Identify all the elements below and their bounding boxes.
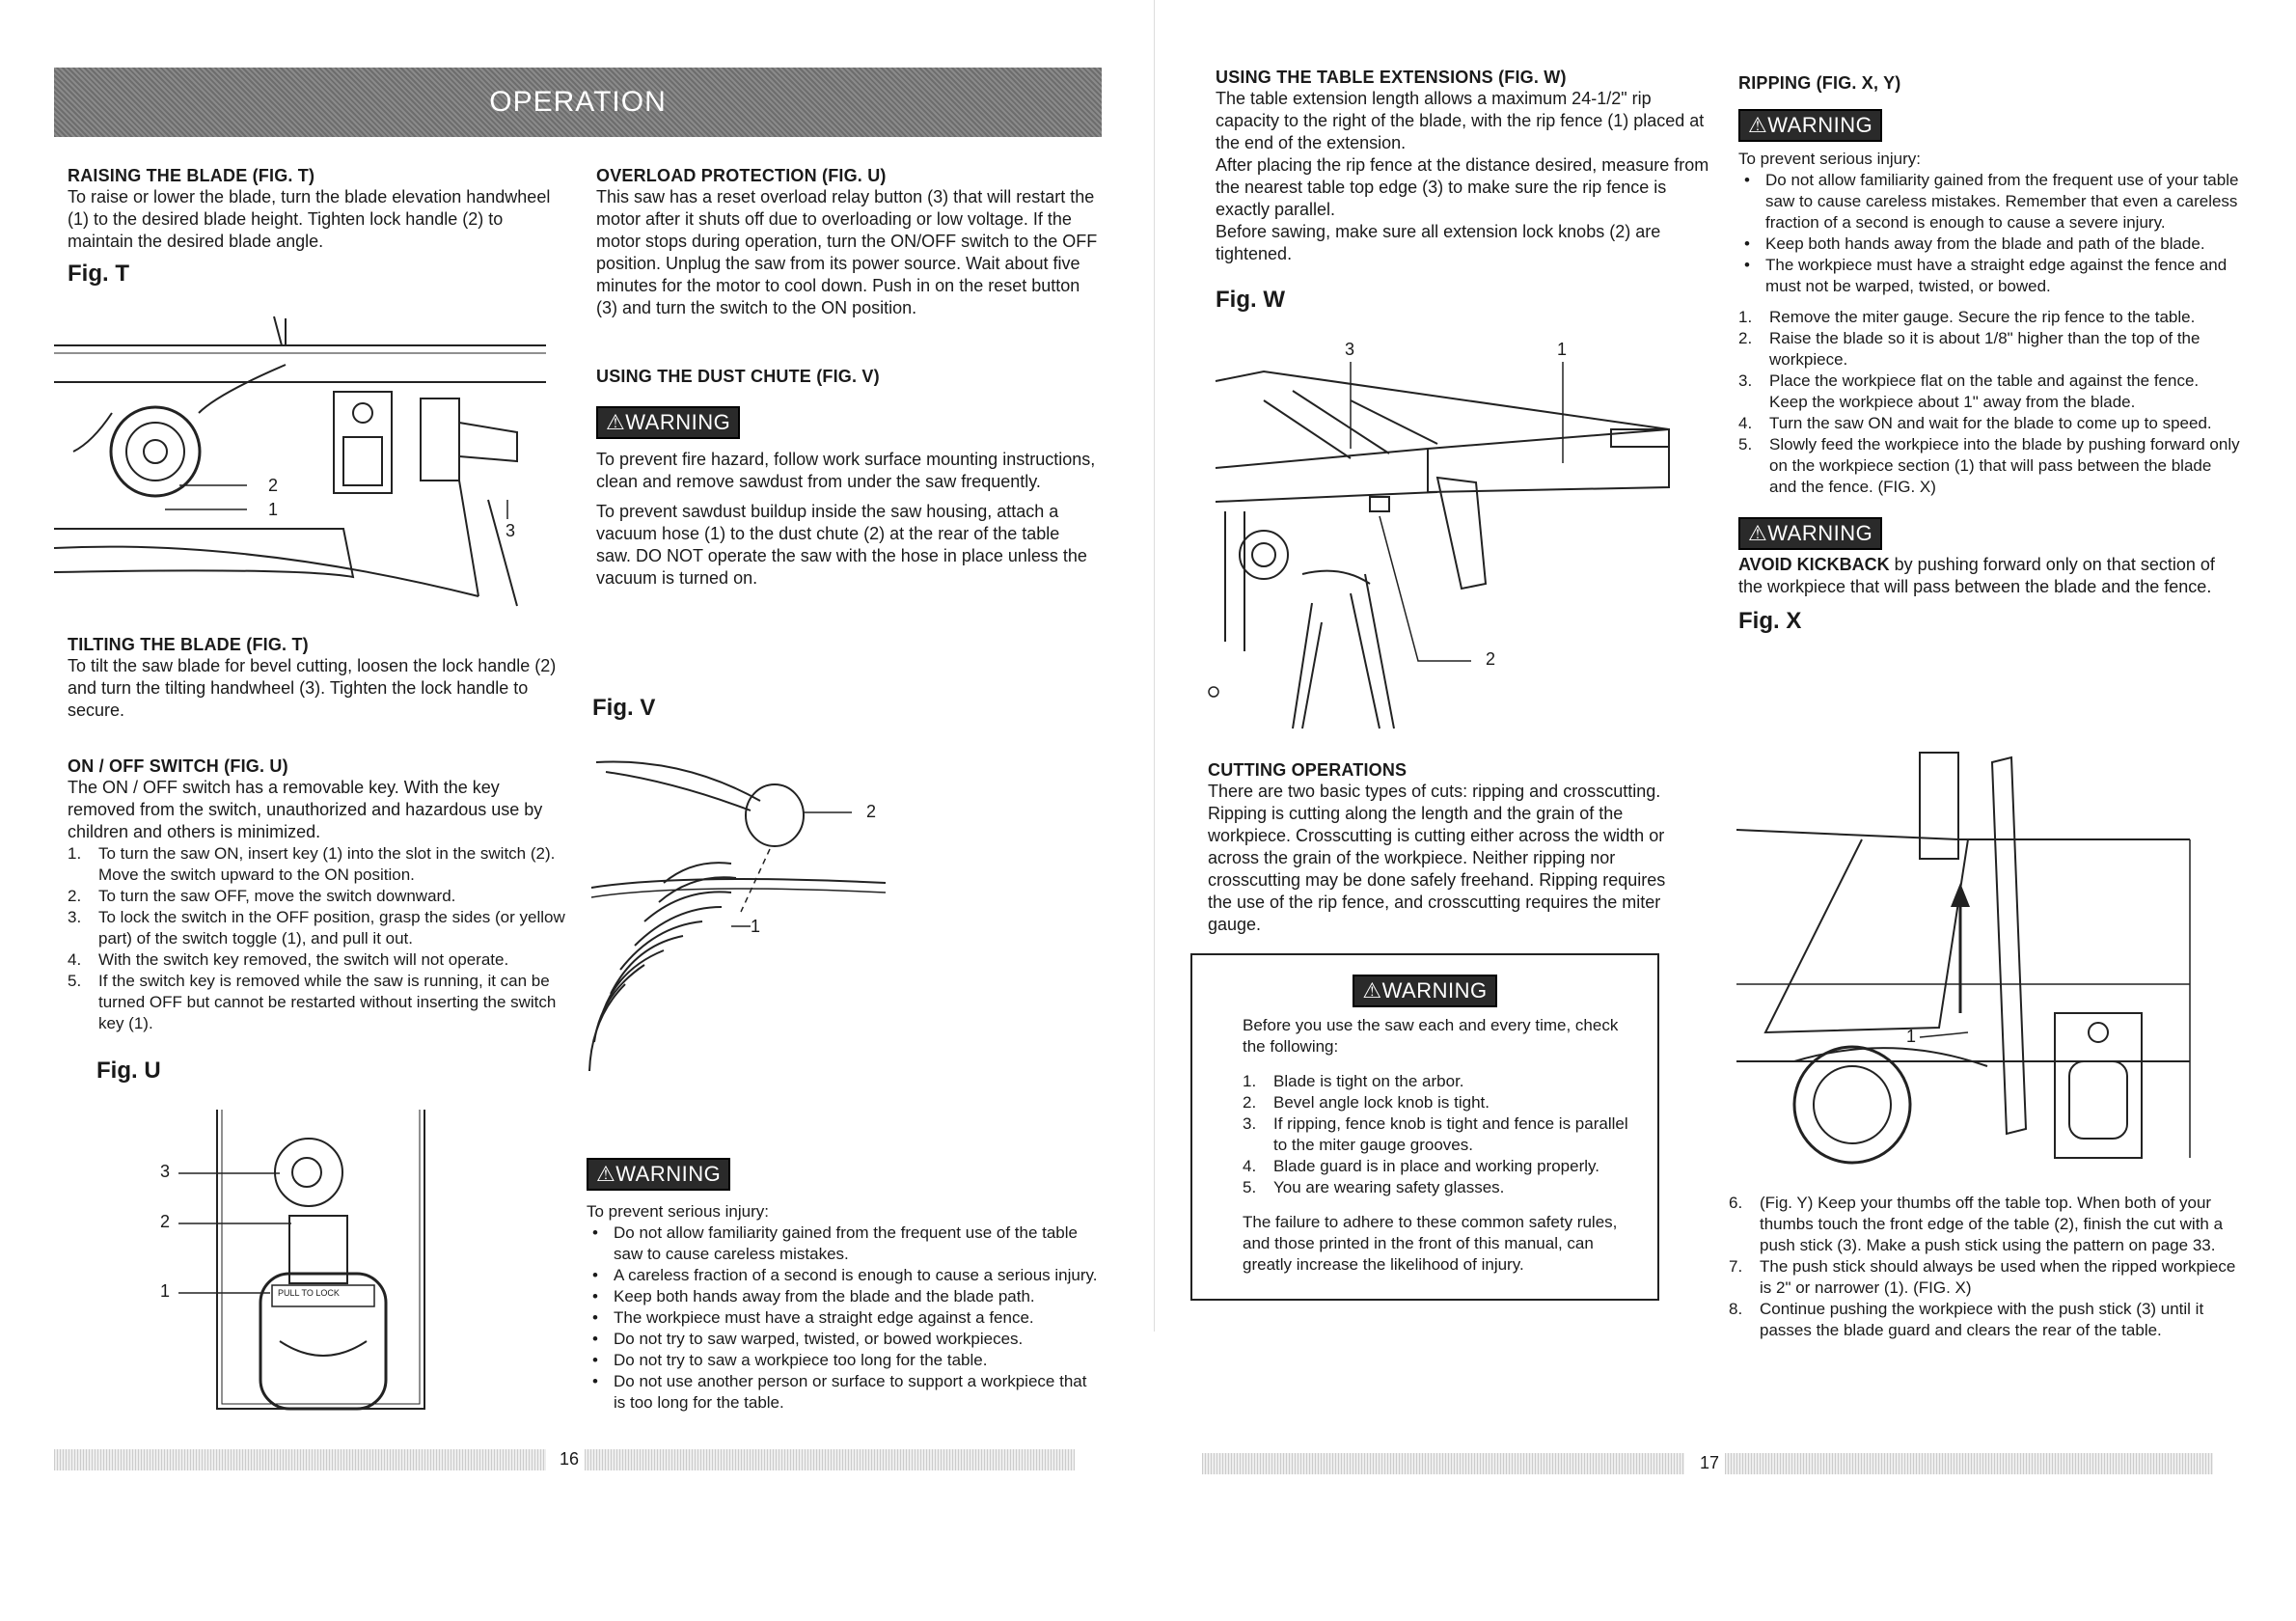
safety-check-box bbox=[1190, 953, 1659, 1301]
dust-heading: USING THE DUST CHUTE (FIG. V) bbox=[596, 367, 880, 386]
tilting-heading: TILTING THE BLADE (FIG. T) bbox=[68, 635, 309, 654]
check-warning-label: ⚠WARNING bbox=[1353, 975, 1496, 1007]
fig-u-label: Fig. U bbox=[96, 1058, 161, 1084]
ripping-bullet: • Do not allow familiarity gained from the frequent use of your table saw to cause careless mistakes. Remember that even a careless fraction of a second is enough to cause a severe injury. bbox=[1738, 170, 2240, 234]
fig-u-callout-2: 2 bbox=[160, 1212, 171, 1231]
ripping-step: 6. (Fig. Y) Keep your thumbs off the table top. When both of your thumbs touch the front edge of the table (2), finish the cut with a push stick (3). Make a push stick using the pattern on page 33. bbox=[1729, 1194, 2224, 1254]
onoff-section bbox=[68, 756, 569, 1034]
extensions-section bbox=[1216, 68, 1717, 314]
ripping-step: 5. Slowly feed the workpiece into the blade by pushing forward only on the workpiece section (1) that will pass between the blade and the fence. (FIG. X) bbox=[1738, 435, 2240, 496]
fig-w-callout-2: 2 bbox=[1486, 649, 1496, 669]
ripping-bullet: • The workpiece must have a straight edge against the fence and must not be warped, twisted, or bowed. bbox=[1738, 255, 2240, 297]
onoff-step: 5. If the switch key is removed while the saw is running, it can be turned OFF but cannot be restarted without inserting the switch key (1). bbox=[68, 972, 557, 1032]
warning-bullets bbox=[587, 1223, 1098, 1414]
dust-warning-label: ⚠WARNING bbox=[596, 406, 740, 439]
warning-bullet: • Do not try to saw warped, twisted, or bowed workpieces. bbox=[587, 1329, 1098, 1350]
onoff-step: 2. To turn the saw OFF, move the switch downward. bbox=[68, 887, 456, 905]
onoff-step: 3. To lock the switch in the OFF position, grasp the sides (or yellow part) of the switch toggle (1), and pull it out. bbox=[68, 908, 565, 948]
footer-bar-left bbox=[54, 1449, 546, 1470]
fig-v-callout-1: 1 bbox=[751, 917, 761, 936]
warning-bullet: • Do not use another person or surface to support a workpiece that is too long for the table. bbox=[587, 1371, 1098, 1414]
cutting-heading: CUTTING OPERATIONS bbox=[1208, 760, 1408, 780]
check-intro: Before you use the saw each and every time, check the following: bbox=[1243, 1016, 1619, 1056]
check-item: 5. You are wearing safety glasses. bbox=[1243, 1178, 1505, 1196]
fig-u-callout-3: 3 bbox=[160, 1162, 171, 1181]
section-banner bbox=[54, 68, 1102, 137]
banner-title: OPERATION bbox=[489, 86, 667, 118]
ripping-heading: RIPPING (FIG. X, Y) bbox=[1738, 73, 1901, 93]
ripping-steps bbox=[1738, 307, 2240, 498]
extensions-body-2: After placing the rip fence at the distance desired, measure from the nearest table top edge (3) to make sure the rip fence is exactly parallel. bbox=[1216, 155, 1709, 219]
check-item: 1. Blade is tight on the arbor. bbox=[1243, 1072, 1464, 1090]
extensions-heading: USING THE TABLE EXTENSIONS (FIG. W) bbox=[1216, 68, 1567, 87]
fig-u-callout-1: 1 bbox=[160, 1281, 171, 1301]
overload-body: This saw has a reset overload relay button (3) that will restart the motor after it shuts off due to overloading or low voltage. If the motor stops during operation, turn the ON/OFF switch to the OFF position. Unplug the saw from its power source. Wait about five minutes for the motor to cool down. Push in on the reset button (3) and turn the switch to the ON position. bbox=[596, 187, 1098, 317]
page-number-16: 16 bbox=[560, 1449, 580, 1469]
warning-intro: To prevent serious injury: bbox=[587, 1202, 769, 1221]
kickback-warning-label: ⚠WARNING bbox=[1738, 517, 1882, 550]
fig-v-label: Fig. V bbox=[592, 695, 656, 721]
check-item: 2. Bevel angle lock knob is tight. bbox=[1243, 1093, 1490, 1112]
warning-bullet: • Do not allow familiarity gained from the frequent use of the table saw to cause careless mistakes. bbox=[587, 1223, 1098, 1265]
ripping-step: 2. Raise the blade so it is about 1/8" higher than the top of the workpiece. bbox=[1738, 329, 2200, 369]
warning-bullet: • Do not try to saw a workpiece too long for the table. bbox=[587, 1350, 1098, 1371]
dust-body-1: To prevent fire hazard, follow work surface mounting instructions, clean and remove sawdust from under the saw frequently. bbox=[596, 450, 1096, 491]
warning-serious-injury bbox=[587, 1158, 1098, 1414]
cutting-body: There are two basic types of cuts: ripping and crosscutting. Ripping is cutting along the length and the grain of the workpiece. Crosscutting is cutting either across the width or across the grain of the workpiece. Neither ripping nor crosscutting may be done safely freehand. Ripping requires the use of the rip fence, and crosscutting requires the miter gauge. bbox=[1208, 782, 1666, 934]
overload-section bbox=[596, 166, 1098, 319]
fig-u-illustration bbox=[145, 1110, 444, 1418]
tilting-body: To tilt the saw blade for bevel cutting, loosen the lock handle (2) and turn the tilting handwheel (3). Tighten the lock handle to secure. bbox=[68, 656, 557, 720]
check-item: 3. If ripping, fence knob is tight and fence is parallel to the miter gauge grooves. bbox=[1243, 1114, 1628, 1154]
fig-w-callout-1: 1 bbox=[1557, 340, 1568, 359]
check-list bbox=[1243, 1071, 1636, 1198]
dust-body-2: To prevent sawdust buildup inside the saw housing, attach a vacuum hose (1) to the dust chute (2) at the rear of the table saw. DO NOT operate the saw with the hose in place unless the vacuum is turned on. bbox=[596, 502, 1087, 588]
footer-bar-right bbox=[585, 1449, 1075, 1470]
fig-w-label: Fig. W bbox=[1216, 287, 1285, 313]
ripping-step: 1. Remove the miter gauge. Secure the rip fence to the table. bbox=[1738, 308, 2196, 326]
footer-bar-left-17 bbox=[1202, 1453, 1684, 1474]
fig-t-callout-2: 2 bbox=[268, 476, 279, 495]
ripping-step: 8. Continue pushing the workpiece with the push stick (3) until it passes the blade guard and clears the rear of the table. bbox=[1729, 1300, 2204, 1339]
cutting-section bbox=[1208, 760, 1671, 936]
ripping-section bbox=[1738, 73, 2240, 635]
onoff-step: 4. With the switch key removed, the switch will not operate. bbox=[68, 950, 509, 969]
raising-heading: RAISING THE BLADE (FIG. T) bbox=[68, 166, 315, 185]
check-outro: The failure to adhere to these common safety rules, and those printed in the front of this manual, can greatly increase the likelihood of injury. bbox=[1243, 1213, 1618, 1274]
fig-x-callout-1: 1 bbox=[1906, 1027, 1917, 1046]
warning-bullet: • The workpiece must have a straight edge against a fence. bbox=[587, 1307, 1098, 1329]
check-item: 4. Blade guard is in place and working properly. bbox=[1243, 1157, 1599, 1175]
fig-t-label: Fig. T bbox=[68, 261, 129, 287]
ripping-bullet: • Keep both hands away from the blade and path of the blade. bbox=[1738, 234, 2240, 255]
ripping-steps-2 bbox=[1729, 1193, 2240, 1341]
page-number-17: 17 bbox=[1700, 1453, 1720, 1472]
fig-v-callout-2: 2 bbox=[866, 802, 877, 821]
fig-u-key-text: PULL TO LOCK bbox=[278, 1288, 340, 1298]
dust-section bbox=[596, 367, 1098, 590]
extensions-body-3: Before sawing, make sure all extension lock knobs (2) are tightened. bbox=[1216, 222, 1661, 263]
ripping-steps-cont bbox=[1729, 1193, 2240, 1341]
onoff-step: 1. To turn the saw ON, insert key (1) into the slot in the switch (2). Move the switch upward to the ON position. bbox=[68, 844, 556, 884]
onoff-steps bbox=[68, 843, 569, 1034]
fig-x-label: Fig. X bbox=[1738, 608, 1802, 634]
onoff-body: The ON / OFF switch has a removable key. With the key removed from the switch, unauthorized and hazardous use by children and others is minimized. bbox=[68, 778, 543, 841]
fig-t-callout-1: 1 bbox=[268, 500, 279, 519]
raising-section bbox=[68, 166, 560, 288]
fig-w-callout-3: 3 bbox=[1345, 340, 1355, 359]
ripping-step: 4. Turn the saw ON and wait for the blade to come up to speed. bbox=[1738, 414, 2212, 432]
overload-heading: OVERLOAD PROTECTION (FIG. U) bbox=[596, 166, 887, 185]
ripping-step: 7. The push stick should always be used when the ripped workpiece is 2" or narrower (1). (FIG. X) bbox=[1729, 1257, 2236, 1297]
ripping-bullets bbox=[1738, 170, 2240, 297]
fig-t-illustration bbox=[54, 307, 575, 608]
warning-bullet: • Keep both hands away from the blade and the blade path. bbox=[587, 1286, 1098, 1307]
kickback-text: AVOID KICKBACK by pushing forward only on that section of the workpiece that will pass between the blade and the fence. bbox=[1738, 555, 2215, 596]
fig-t-callout-3: 3 bbox=[506, 521, 516, 540]
footer-bar-right-17 bbox=[1725, 1453, 2213, 1474]
ripping-warning-label: ⚠WARNING bbox=[1738, 109, 1882, 142]
raising-body: To raise or lower the blade, turn the blade elevation handwheel (1) to the desired blade height. Tighten lock handle (2) to maintain the desired blade angle. bbox=[68, 187, 551, 251]
warning-label: ⚠WARNING bbox=[587, 1158, 730, 1191]
extensions-body-1: The table extension length allows a maximum 24-1/2" rip capacity to the right of the blade, with the rip fence (1) placed at the end of the extension. bbox=[1216, 89, 1705, 152]
fig-x-illustration bbox=[1736, 743, 2238, 1168]
page-fold bbox=[1154, 0, 1155, 1332]
ripping-step: 3. Place the workpiece flat on the table and against the fence. Keep the workpiece about 1" away from the blade. bbox=[1738, 371, 2200, 411]
tilting-section bbox=[68, 635, 560, 722]
warning-bullet: • A careless fraction of a second is enough to cause a serious injury. bbox=[587, 1265, 1098, 1286]
fig-w-illustration bbox=[1206, 333, 1688, 738]
onoff-heading: ON / OFF SWITCH (FIG. U) bbox=[68, 756, 288, 776]
ripping-intro: To prevent serious injury: bbox=[1738, 150, 1921, 168]
